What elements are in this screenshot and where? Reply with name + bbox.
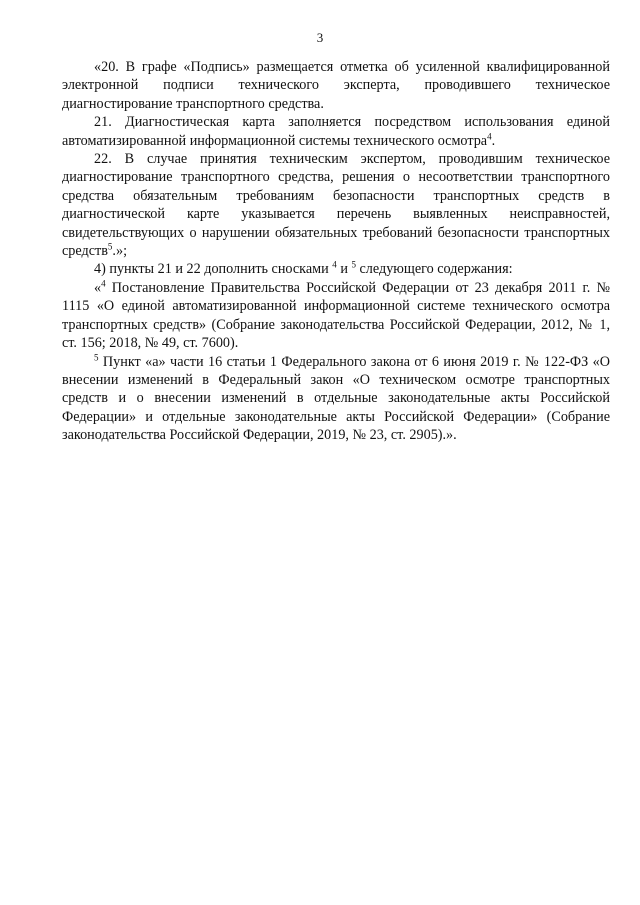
paragraph-text: 21. Диагностическая карта заполняется посредством использования единой автоматизированной информационной системы технического осмотра bbox=[62, 114, 610, 149]
paragraph-text: 4) пункты 21 и 22 дополнить сносками bbox=[94, 261, 333, 278]
footnote-ref-4: 4 bbox=[487, 130, 492, 141]
paragraph-text: и bbox=[336, 261, 352, 278]
paragraph-text: Постановление Правительства Российской Федерации от 23 декабря 2011 г. № 1115 «О единой автоматизированной информационной системе технического осмотра транспортных средств» (Собрание законодательства Российской Федерации, 2012, № 1, ст. 156; 2018, № 49, ст. 7600). bbox=[62, 279, 610, 352]
paragraph-text: .»; bbox=[112, 243, 128, 260]
paragraph-20 bbox=[62, 58, 610, 113]
paragraph-text: « bbox=[94, 279, 102, 296]
paragraph-text: 22. В случае принятия техническим экспертом, проводившим техническое диагностирование транспортного средства, решения о несоответствии транспортного средства обязательным требованиям безопасности транспортных средств в диагностической карте указывается перечень выявленных неисправностей, свидетельствующих о нарушении обязательных требований безопасности транспортных средств bbox=[62, 151, 610, 260]
footnote-ref-4: 4 bbox=[332, 259, 337, 270]
paragraph-text: «20. В графе «Подпись» размещается отметка об усиленной квалифицированной электронной подписи технического эксперта, проводившего техническое диагностирование транспортного средства. bbox=[62, 59, 610, 112]
footnote-5 bbox=[62, 353, 610, 445]
footnote-ref-5: 5 bbox=[107, 241, 113, 252]
document-body bbox=[62, 58, 610, 445]
paragraph-text: Пункт «а» части 16 статьи 1 Федерального закона от 6 июня 2019 г. № 122-ФЗ «О внесении изменений в Федеральный закон «О техническом осмотре транспортных средств и о внесении изменений в отдельные законодательные акты Российской Федерации» и отдельные законодательные акты Российской Федерации» (Собрание законодательства Российской Федерации, 2019, № 23, ст. 2905).». bbox=[62, 353, 610, 444]
footnote-mark-4: 4 bbox=[101, 278, 106, 289]
footnote-ref-5: 5 bbox=[351, 259, 356, 270]
paragraph-22 bbox=[62, 150, 610, 260]
paragraph-item-4 bbox=[62, 260, 610, 278]
paragraph-text: . bbox=[491, 132, 496, 149]
page-number: 3 bbox=[316, 30, 324, 45]
footnote-mark-5: 5 bbox=[94, 351, 99, 362]
footnote-4 bbox=[62, 279, 610, 353]
paragraph-text: следующего содержания: bbox=[355, 261, 513, 278]
paragraph-21 bbox=[62, 113, 610, 150]
